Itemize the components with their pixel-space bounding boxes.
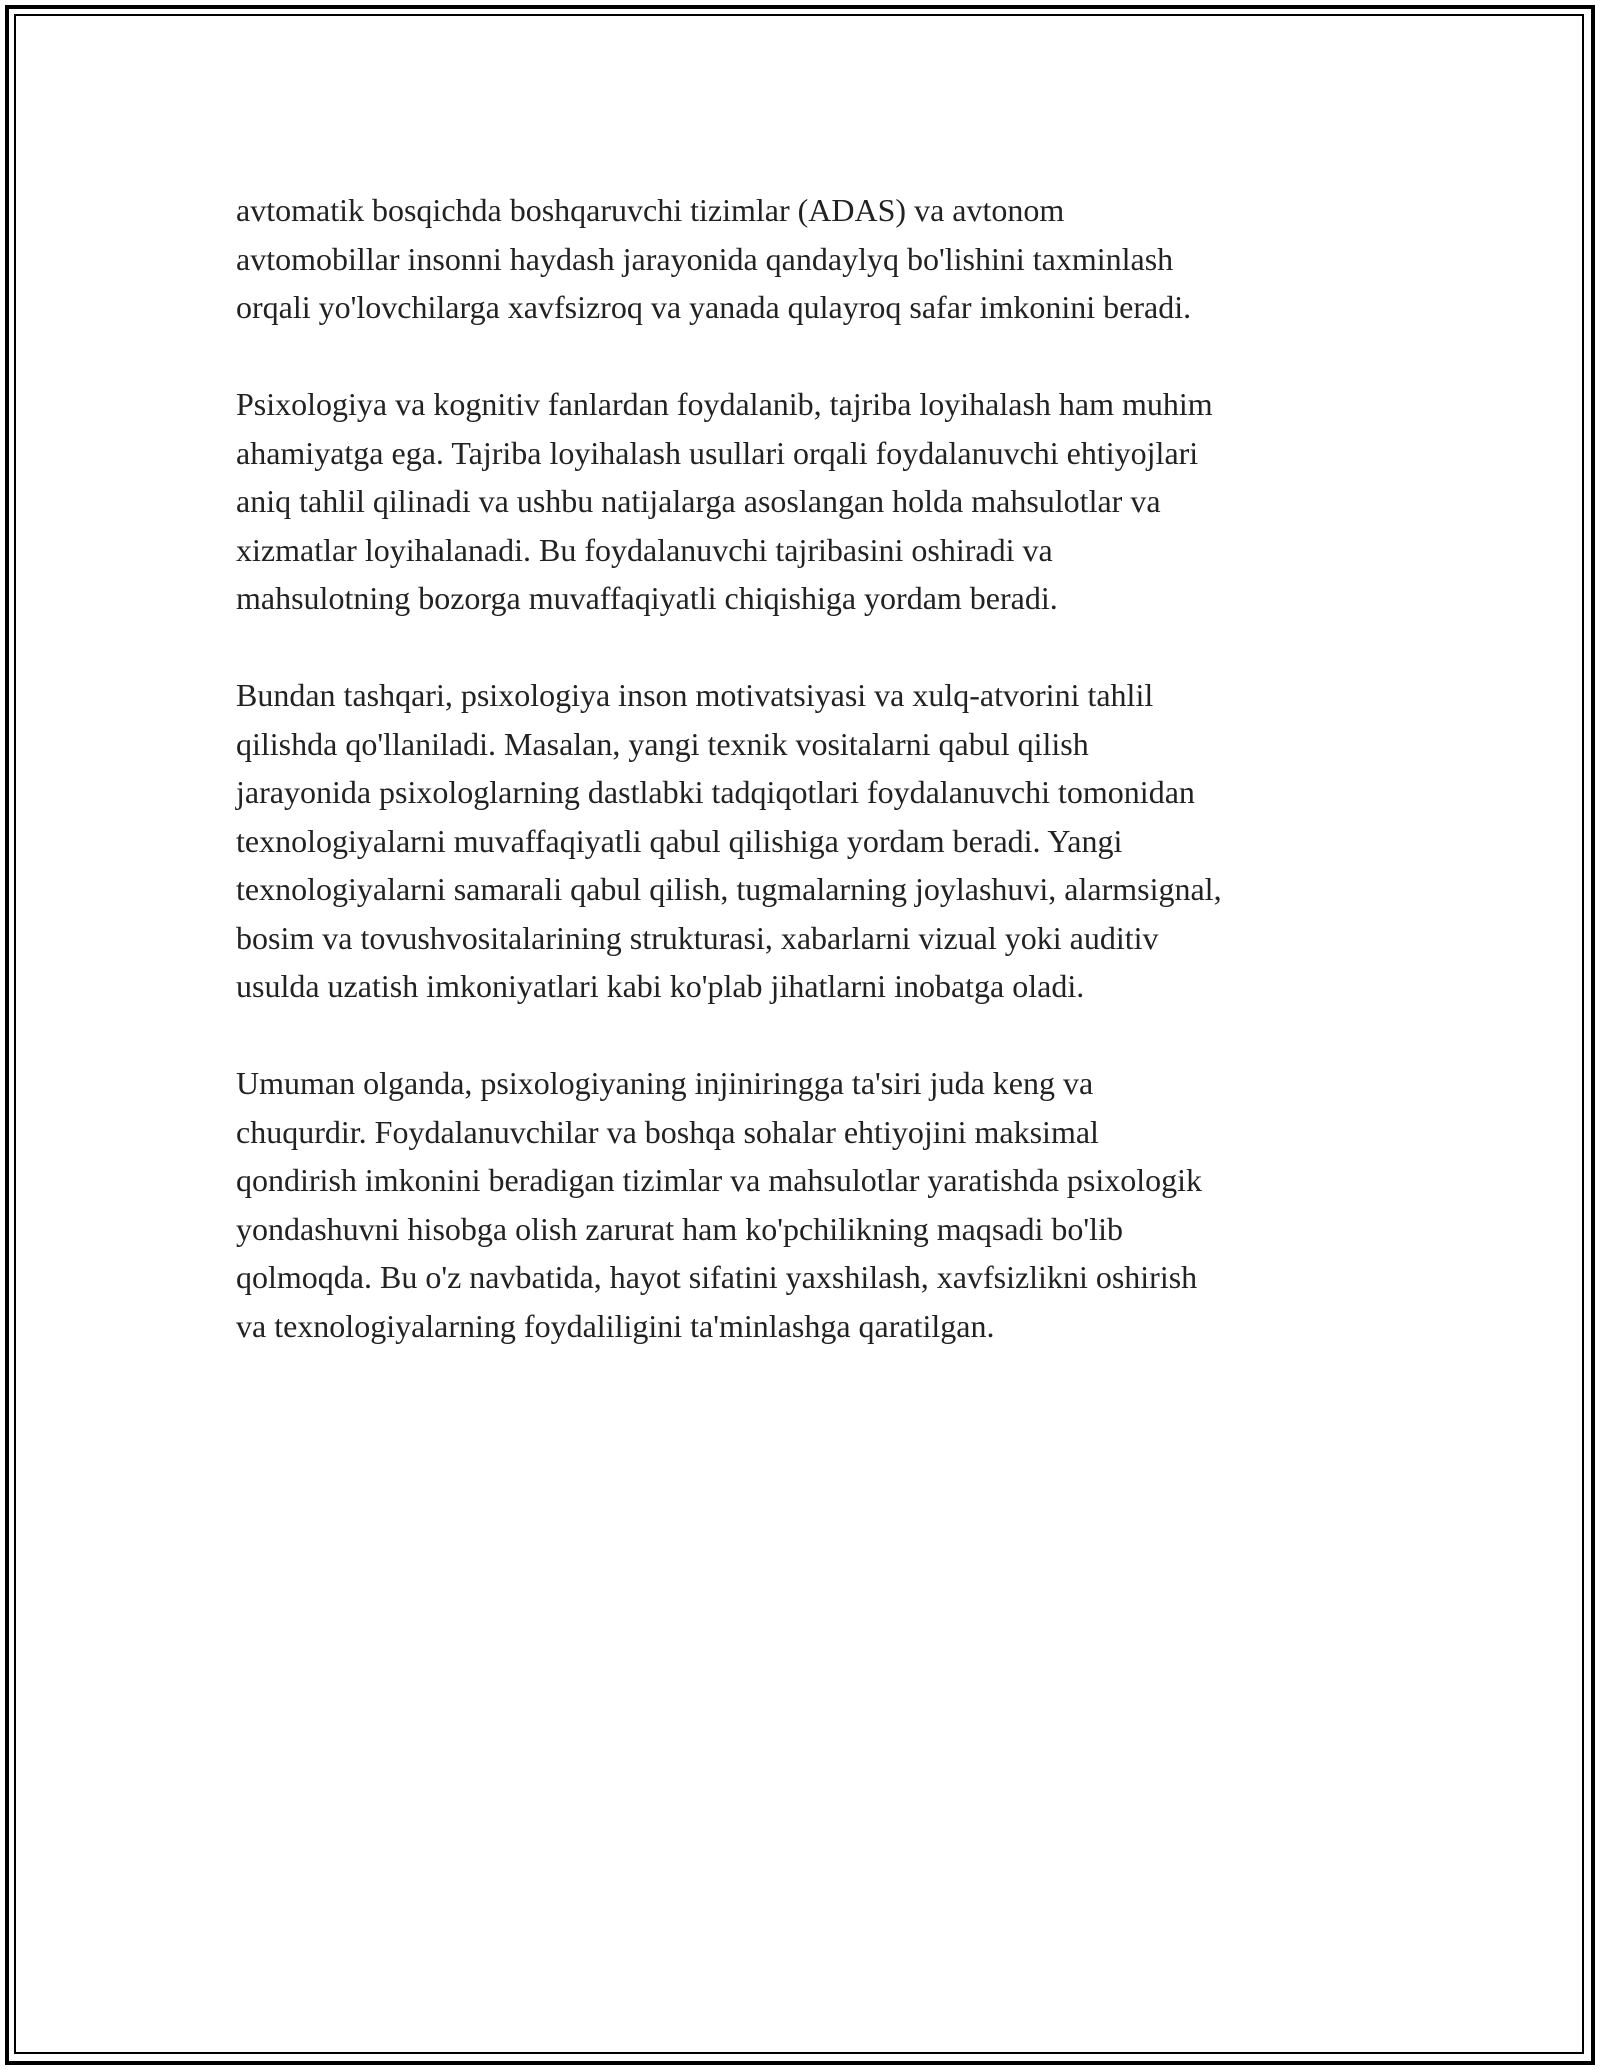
text-line: qolmoqda. Bu o'z navbatida, hayot sifatini yaxshilash, xavfsizlikni oshirish — [236, 1259, 1198, 1295]
text-line: texnologiyalarni muvaffaqiyatli qabul qilishiga yordam beradi. Yangi — [236, 822, 1123, 859]
paragraph-3 — [236, 671, 1386, 1011]
text-line: usulda uzatish imkoniyatlari kabi ko'plab jihatlarni inobatga oladi. — [236, 968, 1085, 1004]
document-body — [236, 186, 1386, 1399]
text-line: bosim va tovushvositalarining strukturasi, xabarlarni vizual yoki auditiv — [236, 919, 1159, 956]
text-line: Umuman olganda, psixologiyaning injiniringga ta'siri juda keng va — [236, 1065, 1094, 1101]
text-line: ahamiyatga ega. Tajriba loyihalash usullari orqali foydalanuvchi ehtiyojlari — [236, 434, 1199, 471]
text-line: yondashuvni hisobga olish zarurat ham ko'pchilikning maqsadi bo'lib — [236, 1210, 1123, 1247]
text-line: xizmatlar loyihalanadi. Bu foydalanuvchi tajribasini oshiradi va — [236, 531, 1053, 568]
paragraph-2 — [236, 380, 1386, 623]
text-line: qilishda qo'llaniladi. Masalan, yangi texnik vositalarni qabul qilish — [236, 725, 1089, 762]
text-line: Psixologiya va kognitiv fanlardan foydalanib, tajriba loyihalash ham muhim — [236, 386, 1213, 422]
text-line: va texnologiyalarning foydaliligini ta'minlashga qaratilgan. — [236, 1307, 995, 1344]
text-line: qondirish imkonini beradigan tizimlar va mahsulotlar yaratishda psixologik — [236, 1162, 1203, 1198]
paragraph-1 — [236, 186, 1386, 332]
text-line: jarayonida psixologlarning dastlabki tadqiqotlari foydalanuvchi tomonidan — [236, 774, 1195, 810]
text-line: aniq tahlil qilinadi va ushbu natijalarga asoslangan holda mahsulotlar va — [236, 483, 1161, 519]
text-line: orqali yo'lovchilarga xavfsizroq va yanada qulayroq safar imkonini beradi. — [236, 289, 1192, 325]
text-line: avtomobillar insonni haydash jarayonida qandaylyq bo'lishini taxminlash — [236, 240, 1174, 277]
text-line: avtomatik bosqichda boshqaruvchi tizimlar (ADAS) va avtonom — [236, 192, 1065, 228]
text-line: mahsulotning bozorga muvaffaqiyatli chiqishiga yordam beradi. — [236, 580, 1058, 616]
paragraph-4 — [236, 1059, 1386, 1350]
text-line: chuqurdir. Foydalanuvchilar va boshqa sohalar ehtiyojini maksimal — [236, 1113, 1099, 1150]
text-line: Bundan tashqari, psixologiya inson motivatsiyasi va xulq-atvorini tahlil — [236, 677, 1154, 713]
text-line: texnologiyalarni samarali qabul qilish, tugmalarning joylashuvi, alarmsignal, — [236, 871, 1222, 907]
